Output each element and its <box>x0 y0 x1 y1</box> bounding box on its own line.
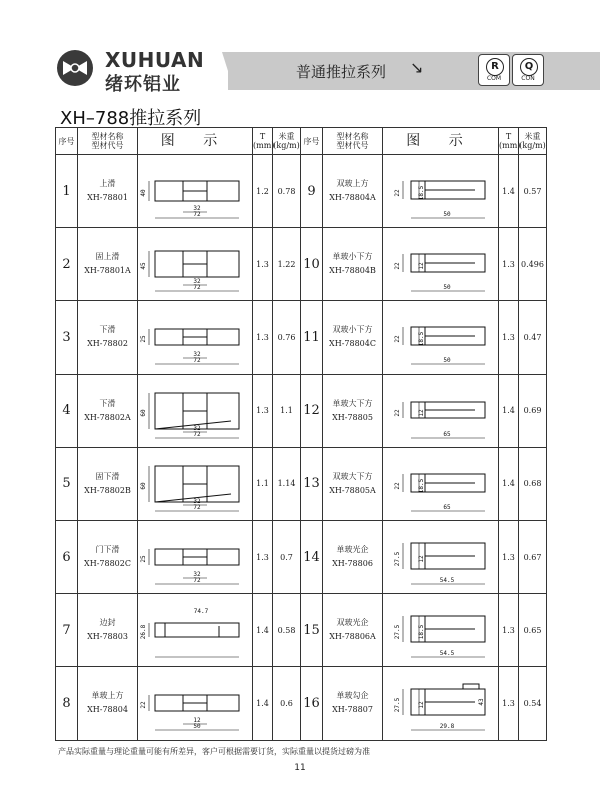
profile-code: XH-78804A <box>329 193 376 203</box>
xuhuan-logo-icon <box>55 48 95 88</box>
row-number: 2 <box>56 228 78 301</box>
dimension-label: 22 <box>393 189 401 197</box>
table-row <box>56 374 547 447</box>
profile-diagram-cell <box>138 667 253 740</box>
certification-letter: R <box>486 58 504 76</box>
profile-code: XH-78804C <box>329 339 376 349</box>
certification-badge: R COM <box>478 54 510 86</box>
profile-diagram <box>387 380 495 442</box>
dimension-label: 72 <box>193 503 201 511</box>
profile-diagram-cell <box>383 594 499 667</box>
profile-code: XH-78802A <box>84 412 131 422</box>
profile-name-code <box>78 594 138 667</box>
thickness-value: 1.3 <box>499 667 519 740</box>
profile-name-code <box>78 374 138 447</box>
page-header <box>0 40 600 100</box>
profile-diagram-cell <box>383 155 499 228</box>
table-header-row <box>56 128 547 155</box>
profile-name: 门下滑 <box>95 545 120 555</box>
thickness-value: 1.3 <box>499 594 519 667</box>
dimension-label: 72 <box>193 284 201 292</box>
header-name-code: 型材名称 型材代号 <box>78 128 138 155</box>
dimension-label: 12 <box>193 717 201 725</box>
thickness-value: 1.4 <box>253 594 273 667</box>
row-number: 12 <box>301 374 323 447</box>
profile-code: XH-78801A <box>84 266 131 276</box>
row-number: 14 <box>301 520 323 593</box>
thickness-value: 1.3 <box>253 520 273 593</box>
profile-diagram-cell <box>138 594 253 667</box>
page-title: XH–788推拉系列 <box>60 108 202 129</box>
profile-diagram-cell <box>138 155 253 228</box>
table-row <box>56 667 547 740</box>
profile-name: 双玻上方 <box>336 179 369 189</box>
header-seq: 序号 <box>56 128 78 155</box>
row-number: 6 <box>56 520 78 593</box>
profile-diagram <box>141 160 249 222</box>
row-number: 15 <box>301 594 323 667</box>
profile-diagram <box>141 233 249 295</box>
dimension-label: 22 <box>393 409 401 417</box>
thickness-value: 1.3 <box>499 228 519 301</box>
quality-badge: Q CON <box>512 54 544 86</box>
profile-diagram <box>387 453 495 515</box>
dimension-label: 12 <box>417 262 425 270</box>
profile-name: 上滑 <box>99 179 116 189</box>
dimension-label: 32 <box>193 571 201 579</box>
weight-value: 0.54 <box>519 667 547 740</box>
weight-value: 0.58 <box>273 594 301 667</box>
header-weight: 米重 (kg/m) <box>273 128 301 155</box>
profile-name: 单玻上方 <box>91 691 124 701</box>
header-thickness: T (mm) <box>499 128 519 155</box>
dimension-label: 72 <box>193 430 201 438</box>
weight-value: 0.65 <box>519 594 547 667</box>
profile-name: 单玻勾企 <box>336 691 369 701</box>
header-thickness: T (mm) <box>253 128 273 155</box>
profile-diagram <box>387 526 495 588</box>
dimension-label: 29.8 <box>439 723 454 731</box>
thickness-value: 1.3 <box>253 301 273 374</box>
row-number: 7 <box>56 594 78 667</box>
header-name-code: 型材名称 型材代号 <box>323 128 383 155</box>
profile-diagram-cell <box>383 447 499 520</box>
dimension-label: 65 <box>442 430 451 438</box>
profile-name-code <box>323 155 383 228</box>
profile-name: 边封 <box>99 618 116 628</box>
profile-code: XH-78802 <box>87 339 128 349</box>
dimension-label: 25 <box>140 555 147 563</box>
row-number: 4 <box>56 374 78 447</box>
row-number: 1 <box>56 155 78 228</box>
profile-name-code <box>78 447 138 520</box>
table-row <box>56 228 547 301</box>
row-number: 10 <box>301 228 323 301</box>
profile-name-code <box>323 374 383 447</box>
dimension-label: 18.5 <box>417 332 425 347</box>
profile-diagram-cell <box>138 301 253 374</box>
header-diagram: 图 示 <box>383 128 499 155</box>
profile-diagram-cell <box>383 520 499 593</box>
thickness-value: 1.4 <box>253 667 273 740</box>
profile-diagram <box>141 599 249 661</box>
dimension-label: 25 <box>140 335 147 344</box>
profile-name: 单玻大下方 <box>332 398 373 408</box>
dimension-label: 18.5 <box>417 185 425 201</box>
dimension-label: 22 <box>140 701 147 710</box>
table-row <box>56 447 547 520</box>
profile-code: XH-78803 <box>87 632 128 642</box>
weight-value: 1.14 <box>273 447 301 520</box>
dimension-label: 32 <box>193 351 201 359</box>
row-number: 3 <box>56 301 78 374</box>
profile-diagram-cell <box>138 447 253 520</box>
dimension-label: 60 <box>140 482 147 490</box>
header-diagram: 图 示 <box>138 128 253 155</box>
dimension-label: 12 <box>417 555 425 563</box>
profile-diagram-cell <box>383 301 499 374</box>
dimension-label: 72 <box>193 357 201 365</box>
profile-name-code <box>78 155 138 228</box>
dimension-label: 18.5 <box>417 624 425 640</box>
page-number: 11 <box>294 763 306 773</box>
profile-diagram <box>387 160 495 222</box>
profile-diagram <box>387 672 495 734</box>
profile-name-code <box>323 594 383 667</box>
profile-name: 下滑 <box>99 398 116 408</box>
profile-code: XH-78806 <box>332 559 373 569</box>
thickness-value: 1.3 <box>253 228 273 301</box>
dimension-label: 32 <box>193 424 201 432</box>
profile-diagram-cell <box>383 228 499 301</box>
profile-diagram <box>141 526 249 588</box>
profile-name: 单玻光企 <box>336 545 369 555</box>
header-weight: 米重 (kg/m) <box>519 128 547 155</box>
dimension-label: 65 <box>442 503 451 511</box>
thickness-value: 1.2 <box>253 155 273 228</box>
arrow-icon: ↘ <box>410 58 424 77</box>
dimension-label: 22 <box>393 262 401 270</box>
dimension-label: 54.5 <box>439 577 454 585</box>
header-seq: 序号 <box>301 128 323 155</box>
table-row <box>56 520 547 593</box>
profile-code: XH-78804 <box>87 705 128 715</box>
profile-name-code <box>78 228 138 301</box>
profile-code: XH-78801 <box>87 193 128 203</box>
profile-name-code <box>323 228 383 301</box>
profile-diagram-cell <box>138 374 253 447</box>
row-number: 11 <box>301 301 323 374</box>
dimension-label: 50 <box>442 357 451 365</box>
profile-diagram <box>141 453 249 515</box>
weight-value: 1.1 <box>273 374 301 447</box>
quality-letter: Q <box>520 58 538 76</box>
thickness-value: 1.4 <box>499 447 519 520</box>
profile-diagram-cell <box>138 520 253 593</box>
profile-code: XH-78806A <box>329 632 376 642</box>
dimension-label: 40 <box>140 189 147 197</box>
weight-value: 0.76 <box>273 301 301 374</box>
dimension-label: 72 <box>193 211 201 219</box>
profile-name: 单玻小下方 <box>332 252 373 262</box>
weight-value: 0.47 <box>519 301 547 374</box>
profile-name-code <box>323 667 383 740</box>
profile-code: XH-78802B <box>84 485 131 495</box>
profile-name-code <box>78 520 138 593</box>
row-number: 5 <box>56 447 78 520</box>
dimension-label: 45 <box>140 262 147 270</box>
thickness-value: 1.3 <box>253 374 273 447</box>
weight-value: 0.7 <box>273 520 301 593</box>
brand-name-en: XUHUAN <box>105 48 205 72</box>
table-row <box>56 301 547 374</box>
dimension-label: 12 <box>417 409 425 417</box>
dimension-label: 32 <box>193 278 201 286</box>
profile-name-code <box>323 520 383 593</box>
profile-name: 双玻大下方 <box>332 471 373 481</box>
weight-value: 0.57 <box>519 155 547 228</box>
row-number: 13 <box>301 447 323 520</box>
dimension-label: 50 <box>442 211 451 219</box>
profile-catalog-table <box>55 127 547 741</box>
brand-name-cn: 绪环铝业 <box>105 74 181 95</box>
thickness-value: 1.4 <box>499 374 519 447</box>
thickness-value: 1.1 <box>253 447 273 520</box>
dimension-label: 43 <box>477 698 485 707</box>
dimension-label: 26.8 <box>140 624 147 640</box>
profile-name-code <box>78 301 138 374</box>
dimension-label: 12 <box>417 701 425 710</box>
dimension-label: 54.5 <box>439 650 454 658</box>
profile-diagram <box>387 233 495 295</box>
profile-name: 下滑 <box>99 325 116 335</box>
weight-value: 0.78 <box>273 155 301 228</box>
dimension-label: 32 <box>193 497 201 505</box>
dimension-label: 18.5 <box>417 478 425 494</box>
weight-value: 0.67 <box>519 520 547 593</box>
dimension-label: 27.5 <box>393 698 401 713</box>
profile-diagram-cell <box>383 374 499 447</box>
profile-diagram <box>141 672 249 734</box>
dimension-label: 72 <box>193 577 201 585</box>
profile-code: XH-78802C <box>84 559 131 569</box>
profile-code: XH-78804B <box>329 266 376 276</box>
weight-value: 1.22 <box>273 228 301 301</box>
thickness-value: 1.4 <box>499 155 519 228</box>
profile-diagram-cell <box>383 667 499 740</box>
dimension-label: 32 <box>193 205 201 213</box>
dimension-label: 22 <box>393 335 401 344</box>
profile-diagram <box>387 306 495 368</box>
profile-code: XH-78805A <box>329 485 376 495</box>
profile-name: 双玻小下方 <box>332 325 373 335</box>
weight-value: 0.68 <box>519 447 547 520</box>
row-number: 16 <box>301 667 323 740</box>
profile-diagram <box>387 599 495 661</box>
profile-code: XH-78805 <box>332 412 373 422</box>
series-label: 普通推拉系列 <box>296 63 387 81</box>
dimension-label: 27.5 <box>393 551 401 567</box>
footer-note: 产品实际重量与理论重量可能有所差异，客户可根据需要订货，实际重量以提货过磅为准 <box>58 747 370 756</box>
profile-name-code <box>323 447 383 520</box>
profile-name: 双玻光企 <box>336 618 369 628</box>
profile-diagram <box>141 306 249 368</box>
table-row <box>56 594 547 667</box>
dimension-label: 27.5 <box>393 624 401 640</box>
profile-diagram <box>141 380 249 442</box>
profile-name: 固下滑 <box>95 471 120 481</box>
dimension-label: 22 <box>393 482 401 490</box>
profile-name-code <box>78 667 138 740</box>
thickness-value: 1.3 <box>499 301 519 374</box>
weight-value: 0.496 <box>519 228 547 301</box>
profile-name: 固上滑 <box>95 252 120 262</box>
profile-name-code <box>323 301 383 374</box>
row-number: 8 <box>56 667 78 740</box>
profile-code: XH-78807 <box>332 705 373 715</box>
row-number: 9 <box>301 155 323 228</box>
dimension-label: 74.7 <box>193 608 209 616</box>
weight-value: 0.6 <box>273 667 301 740</box>
dimension-label: 50 <box>193 723 201 731</box>
table-row <box>56 155 547 228</box>
weight-value: 0.69 <box>519 374 547 447</box>
profile-diagram-cell <box>138 228 253 301</box>
dimension-label: 60 <box>140 409 147 417</box>
thickness-value: 1.3 <box>499 520 519 593</box>
dimension-label: 50 <box>442 284 451 292</box>
